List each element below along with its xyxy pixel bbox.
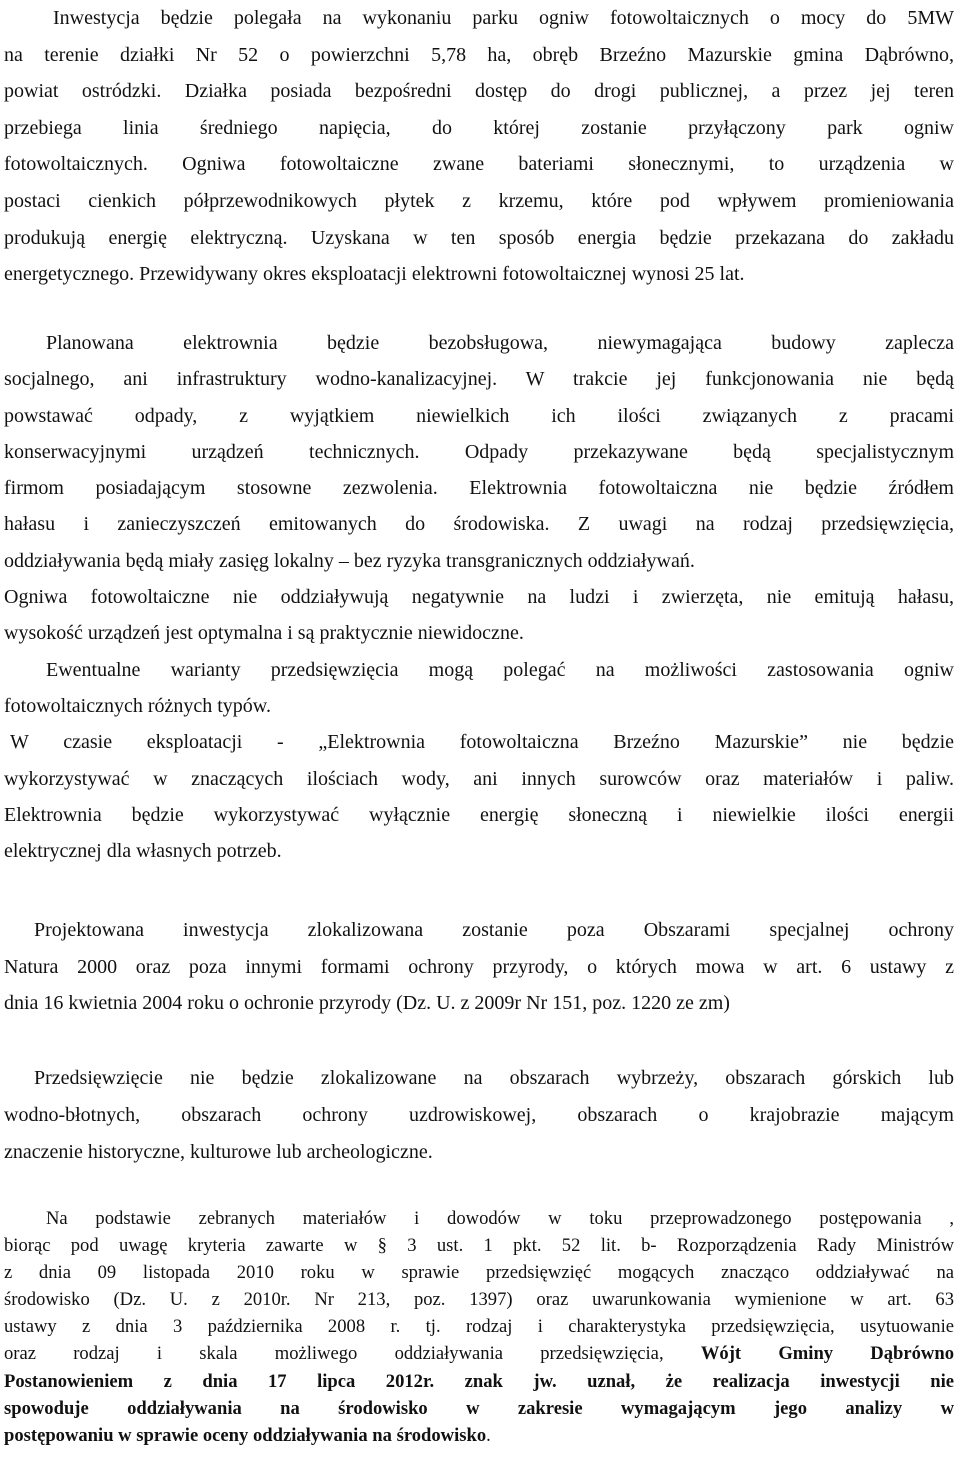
decision-text: Postanowieniem z dnia 17 lipca 2012r. znak jw. uznał, że realizacja inwestycji nie (4, 1370, 954, 1392)
text-line: Elektrownia będzie wykorzystywać wyłącznie energię słoneczną i niewielkie ilości energii (4, 803, 954, 826)
text-line: oddziaływania będą miały zasięg lokalny – bez ryzyka transgranicznych oddziaływań. (4, 549, 695, 572)
paragraph-investment-description (4, 0, 954, 293)
text-line: Natura 2000 oraz poza innymi formami ochrony przyrody, o których mowa w art. 6 ustawy z (4, 955, 954, 978)
text-line: powstawać odpady, z wyjątkiem niewielkich ich ilości związanych z pracami (4, 404, 954, 427)
text-line: ustawy z dnia 3 października 2008 r. tj. rodzaj i charakterystyka przedsięwzięcia, usytuowanie (4, 1316, 954, 1338)
text-line: konserwacyjnymi urządzeń technicznych. Odpady przekazywane będą specjalistycznym (4, 440, 954, 463)
text-line (4, 1422, 954, 1449)
text-line: z dnia 09 listopada 2010 roku w sprawie przedsięwzięć mogących znacząco oddziaływać na (4, 1262, 954, 1284)
text-line: środowisko (Dz. U. z 2010r. Nr 213, poz. 1397) oraz uwarunkowania wymienione w art. 63 (4, 1289, 954, 1311)
text-line: Projektowana inwestycja zlokalizowana zostanie poza Obszarami specjalnej ochrony (34, 919, 954, 941)
text-segment: oraz rodzaj i skala możliwego oddziaływania przedsięwzięcia, (4, 1343, 664, 1365)
text-line: biorąc pod uwagę kryteria zawarte w § 3 ust. 1 pkt. 52 lit. b- Rozporządzenia Rady Ministrów (4, 1235, 954, 1257)
text-line: wykorzystywać w znaczących ilościach wody, ani innych surowców oraz materiałów i paliw. (4, 767, 954, 790)
text-line: Przedsięwzięcie nie będzie zlokalizowane na obszarach wybrzeży, obszarach górskich lub (34, 1067, 954, 1089)
paragraph-natura-2000 (4, 912, 954, 1022)
text-line: produkują energię elektryczną. Uzyskana w ten sposób energia będzie przekazana do zakładu (4, 226, 954, 249)
text-line: W czasie eksploatacji - „Elektrownia fotowoltaiczna Brzeźno Mazurskie” nie będzie (10, 731, 954, 754)
text-line: na terenie działki Nr 52 o powierzchni 5,78 ha, obręb Brzeźno Mazurskie gmina Dąbrówno, (4, 43, 954, 66)
final-period: . (486, 1424, 491, 1446)
text-line: fotowoltaicznych różnych typów. (4, 694, 271, 717)
text-line: socjalnego, ani infrastruktury wodno-kanalizacyjnej. W trakcie jej funkcjonowania nie będą (4, 368, 954, 391)
text-line: elektrycznej dla własnych potrzeb. (4, 840, 282, 863)
text-line: hałasu i zanieczyszczeń emitowanych do środowiska. Z uwagi na rodzaj przedsięwzięcia, (4, 513, 954, 536)
text-line: wodno-błotnych, obszarach ochrony uzdrowiskowej, obszarach o krajobrazie mającym (4, 1104, 954, 1126)
text-line: Na podstawie zebranych materiałów i dowodów w toku przeprowadzonego postępowania , (46, 1208, 954, 1229)
paragraph-location-areas (4, 1060, 954, 1171)
text-line: dnia 16 kwietnia 2004 roku o ochronie przyrody (Dz. U. z 2009r Nr 151, poz. 1220 ze zm) (4, 992, 730, 1014)
decision-text: spowoduje oddziaływania na środowisko w zakresie wymagającym jego analizy w (4, 1397, 954, 1419)
paragraph-decision (4, 1205, 954, 1449)
text-line (4, 1340, 954, 1367)
text-line: energetycznego. Przewidywany okres eksploatacji elektrowni fotowoltaicznej wynosi 25 lat. (4, 263, 745, 286)
text-line: znaczenie historyczne, kulturowe lub archeologiczne. (4, 1141, 433, 1163)
text-line: wysokość urządzeń jest optymalna i są praktycznie niewidoczne. (4, 622, 524, 645)
text-line: Inwestycja będzie polegała na wykonaniu parku ogniw fotowoltaicznych o mocy do 5MW (53, 7, 954, 29)
text-line: Ogniwa fotowoltaiczne nie oddziaływują negatywnie na ludzi i zwierzęta, nie emitują hałasu, (4, 586, 954, 609)
text-line: przebiega linia średniego napięcia, do której zostanie przyłączony park ogniw (4, 116, 954, 139)
text-line: fotowoltaicznych. Ogniwa fotowoltaiczne zwane bateriami słonecznymi, to urządzenia w (4, 153, 954, 176)
text-line: firmom posiadającym stosowne zezwolenia. Elektrownia fotowoltaiczna nie będzie źródłem (4, 477, 954, 500)
text-line: powiat ostródzki. Działka posiada bezpośredni dostęp do drogi publicznej, a przez jej teren (4, 80, 954, 103)
text-line: postaci cienkich półprzewodnikowych płytek z krzemu, które pod wpływem promieniowania (4, 189, 954, 212)
decision-text: postępowaniu w sprawie oceny oddziaływania na środowisko (4, 1424, 487, 1446)
text-line: Planowana elektrownia będzie bezobsługowa, niewymagająca budowy zaplecza (46, 332, 954, 354)
text-line: Ewentualne warianty przedsięwzięcia mogą polegać na możliwości zastosowania ogniw (46, 658, 954, 681)
authority-name: Wójt Gminy Dąbrówno (700, 1343, 954, 1365)
text-line (4, 1368, 954, 1395)
text-line (4, 1395, 954, 1422)
paragraph-operation-impact (4, 325, 954, 869)
